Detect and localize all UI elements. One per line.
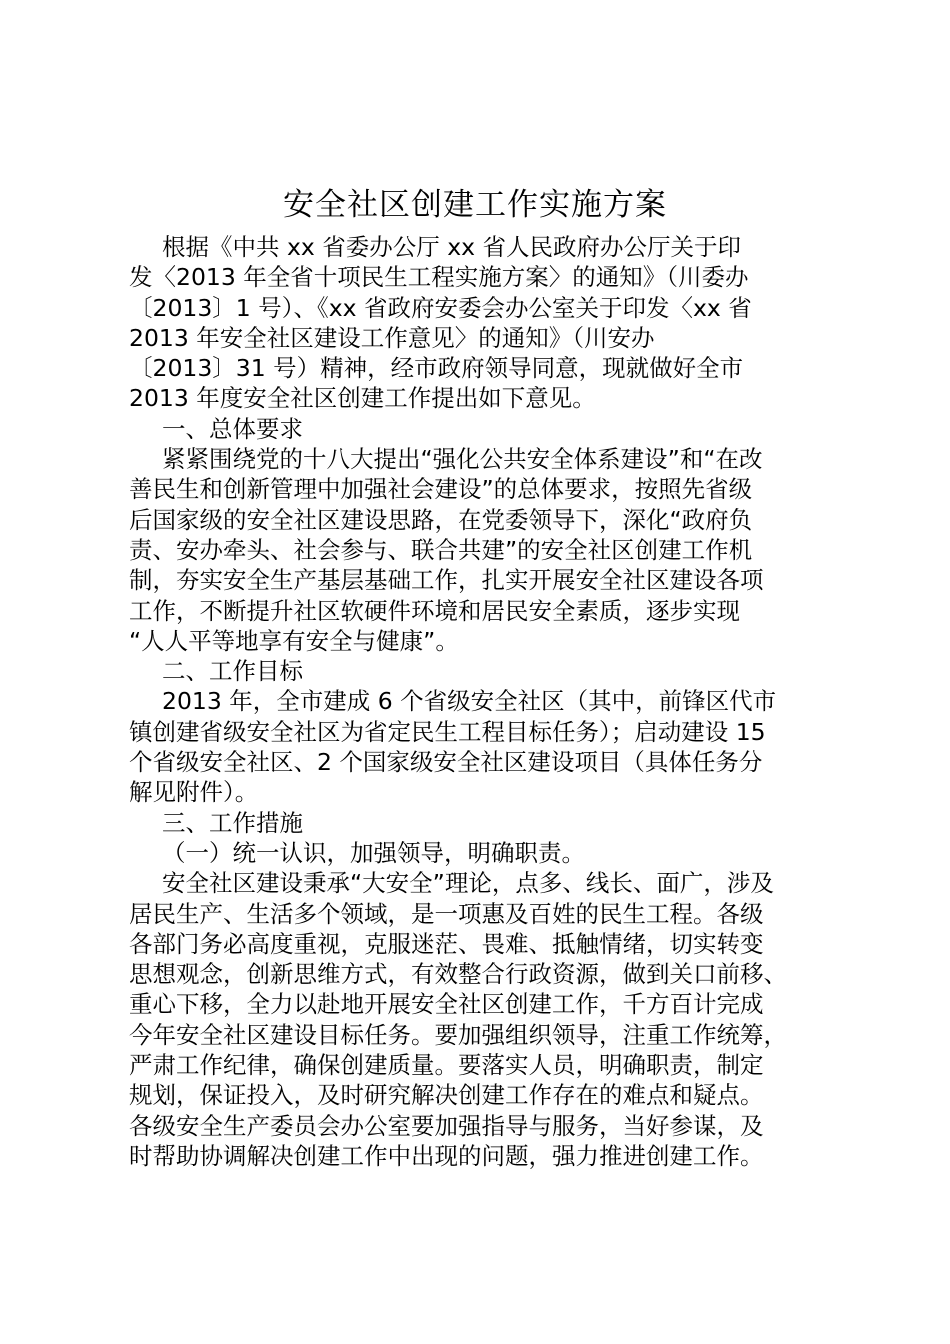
text-line: 善民生和创新管理中加强社会建设”的总体要求，按照先省级	[129, 475, 753, 504]
text-line: 居民生产、生活多个领域，是一项惠及百姓的民生工程。各级	[129, 899, 764, 928]
text-line: 解见附件）。	[129, 778, 259, 807]
document-body	[129, 232, 849, 1171]
text-line: 各级安全生产委员会办公室要加强指导与服务，当好参谋，及	[129, 1111, 764, 1140]
text-line: 发〈2013 年全省十项民生工程实施方案〉的通知》（川委办	[129, 263, 749, 292]
text-line: “人人平等地享有安全与健康”。	[129, 626, 459, 655]
text-line: 二、工作目标	[162, 657, 303, 686]
text-line: 〔2013〕1 号）、《xx 省政府安委会办公室关于印发〈xx 省	[129, 293, 752, 322]
text-line: 根据《中共 xx 省委办公厅 xx 省人民政府办公厅关于印	[162, 233, 742, 261]
text-line: （一）统一认识，加强领导，明确职责。	[162, 838, 585, 867]
text-line: 2013 年度安全社区创建工作提出如下意见。	[129, 384, 596, 413]
text-line: 责、安办牵头、社会参与、联合共建”的安全社区创建工作机	[129, 535, 753, 564]
text-line: 思想观念，创新思维方式，有效整合行政资源，做到关口前移、	[129, 960, 787, 989]
text-line: 2013 年，全市建成 6 个省级安全社区（其中，前锋区代市	[162, 687, 777, 716]
text-line: 安全社区建设秉承“大安全”理论，点多、线长、面广，涉及	[162, 869, 774, 898]
document-title: 安全社区创建工作实施方案	[283, 187, 667, 223]
text-line: 工作，不断提升社区软硬件环境和居民安全素质，逐步实现	[129, 596, 740, 625]
text-line: 制，夯实安全生产基层基础工作，扎实开展安全社区建设各项	[129, 566, 764, 595]
text-line: 严肃工作纪律，确保创建质量。要落实人员，明确职责，制定	[129, 1051, 764, 1080]
text-line: 规划，保证投入，及时研究解决创建工作存在的难点和疑点。	[129, 1081, 764, 1110]
text-line: 三、工作措施	[162, 808, 303, 837]
text-line: 一、总体要求	[162, 414, 303, 443]
text-line: 个省级安全社区、2 个国家级安全社区建设项目（具体任务分	[129, 748, 763, 777]
text-line: 今年安全社区建设目标任务。要加强组织领导，注重工作统筹，	[129, 1020, 787, 1049]
text-line: 镇创建省级安全社区为省定民生工程目标任务）；启动建设 15	[129, 717, 766, 746]
text-line: 时帮助协调解决创建工作中出现的问题，强力推进创建工作。	[129, 1141, 764, 1170]
text-line: 各部门务必高度重视，克服迷茫、畏难、抵触情绪，切实转变	[129, 929, 764, 958]
text-line: 紧紧围绕党的十八大提出“强化公共安全体系建设”和“在改	[162, 445, 763, 474]
text-line: 〔2013〕31 号）精神，经市政府领导同意，现就做好全市	[129, 354, 744, 383]
text-line: 后国家级的安全社区建设思路，在党委领导下，深化“政府负	[129, 505, 753, 534]
text-line: 重心下移，全力以赴地开展安全社区创建工作，千方百计完成	[129, 990, 764, 1019]
text-line: 2013 年安全社区建设工作意见〉的通知》（川安办	[129, 323, 655, 352]
